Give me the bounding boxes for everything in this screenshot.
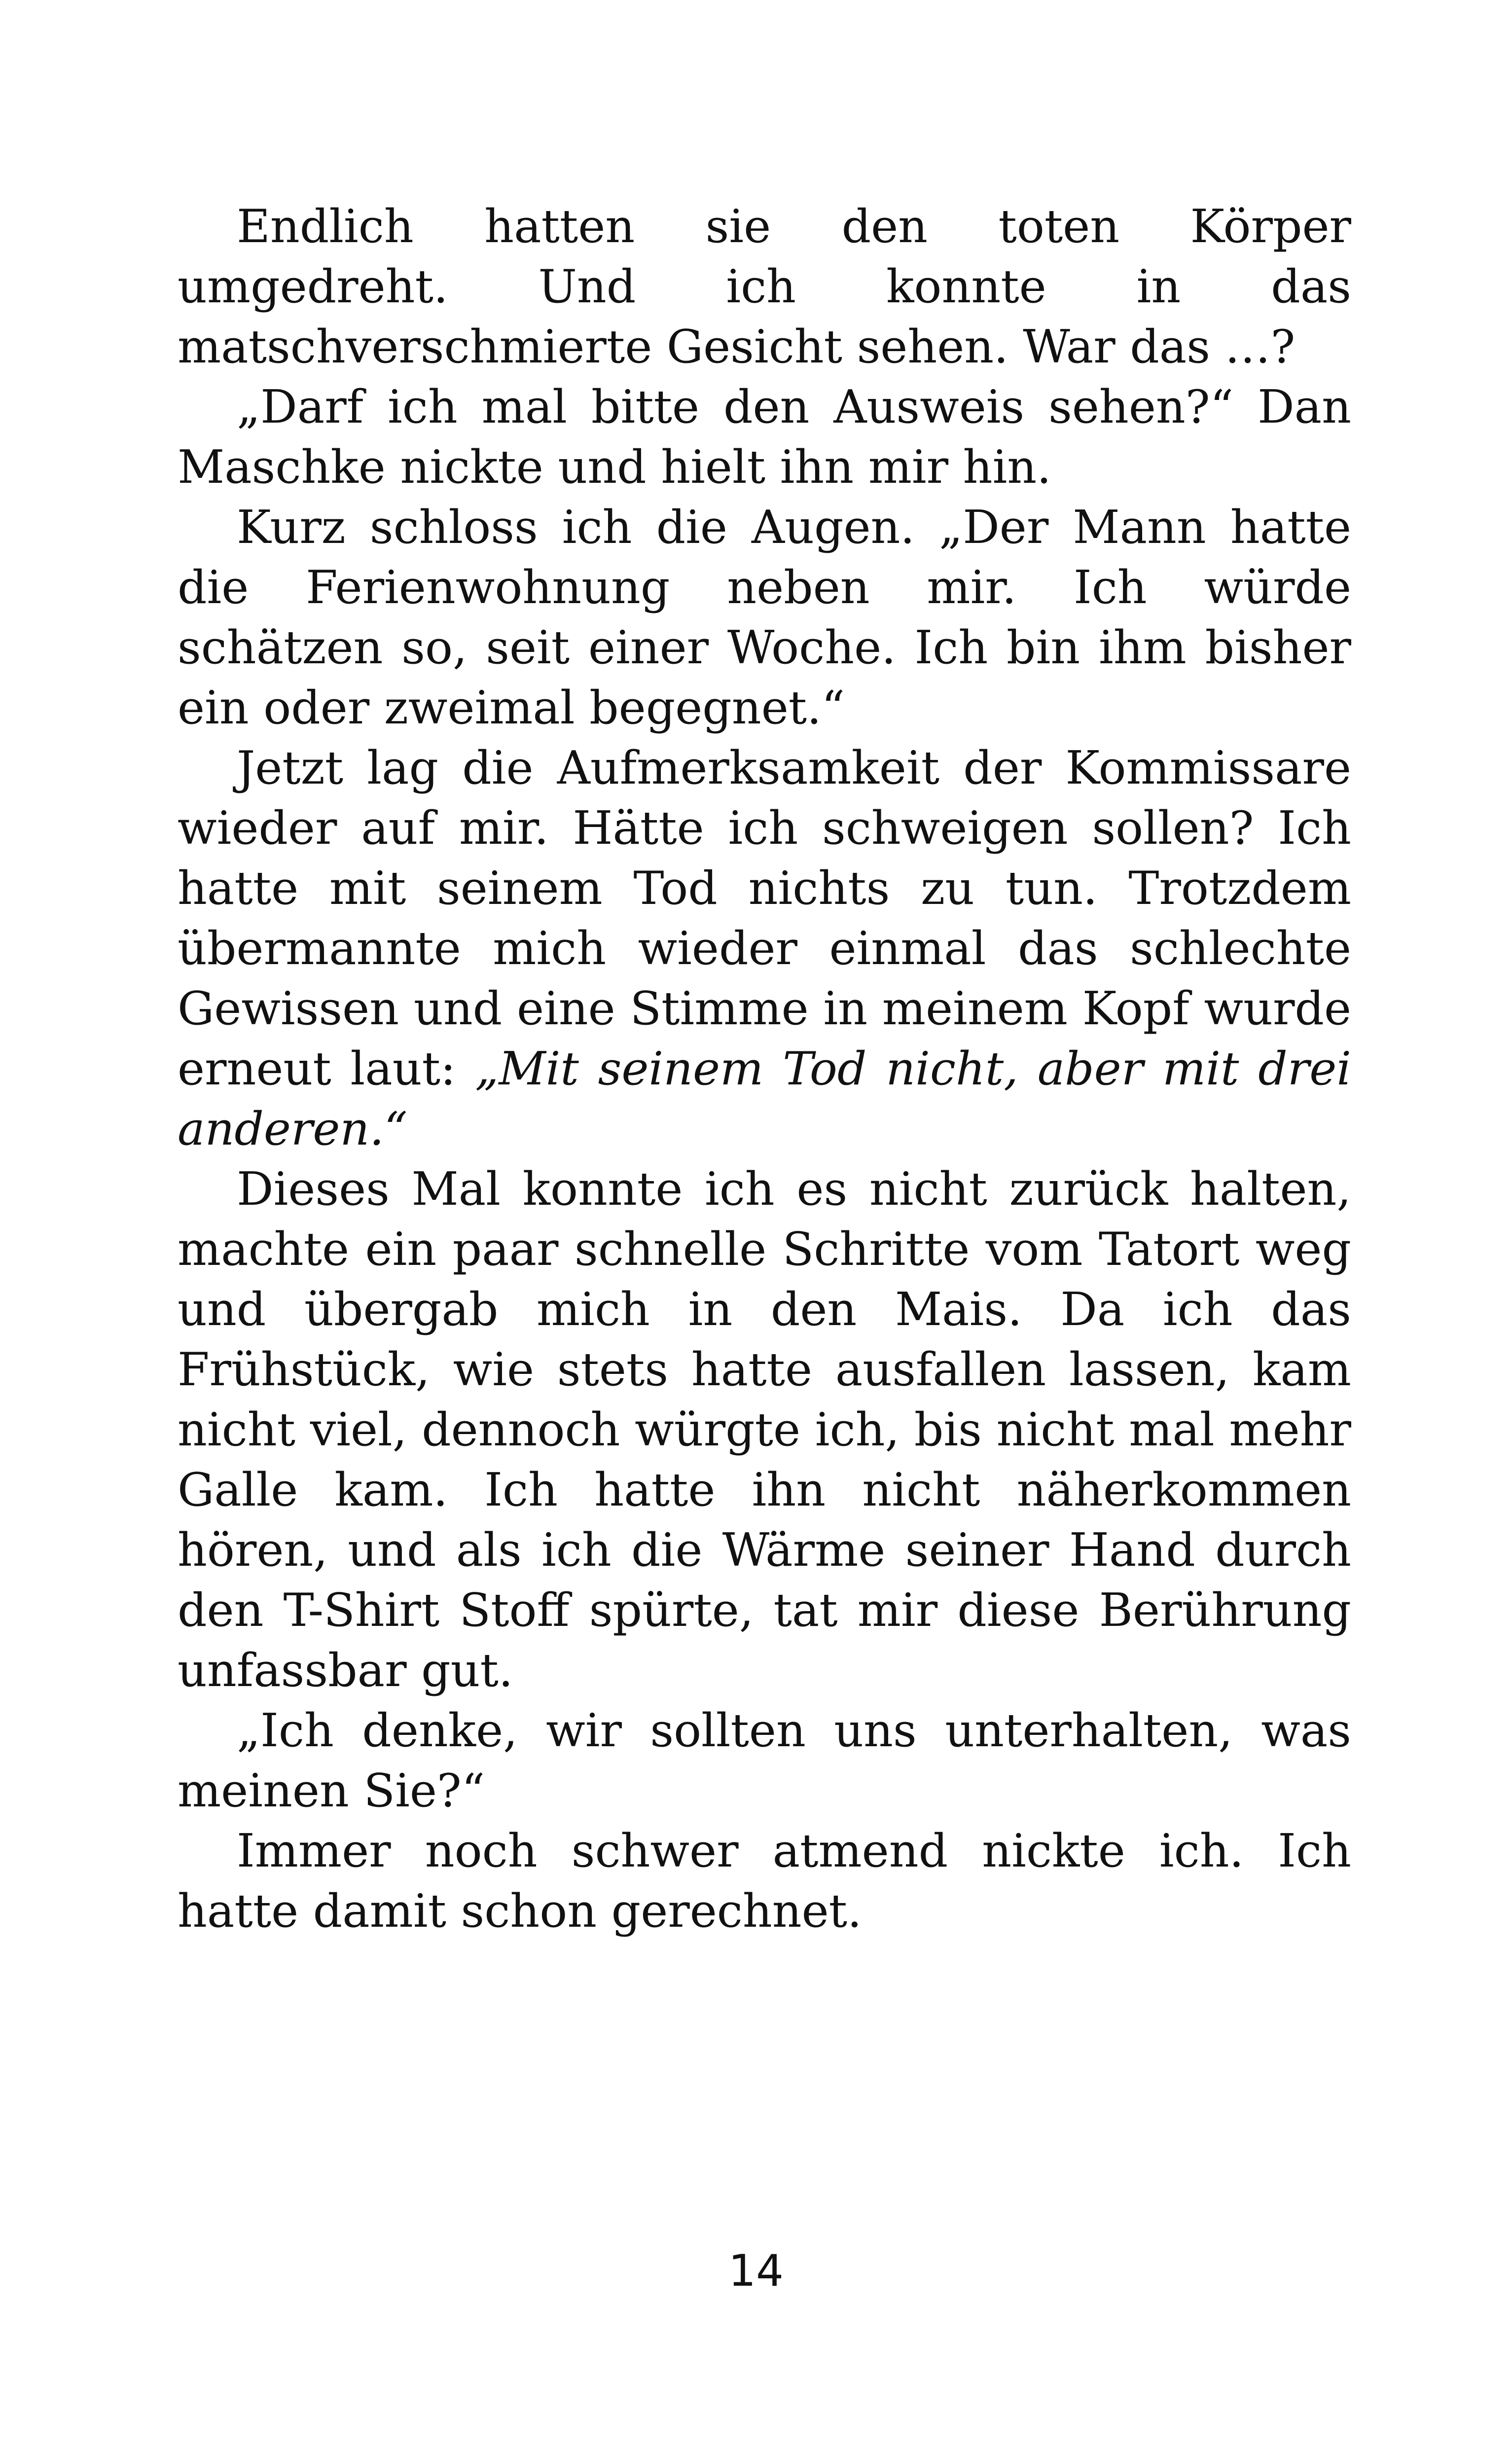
paragraph-2: „Darf ich mal bitte den Ausweis sehen?“ Dan Maschke nickte und hielt ihn mir hin. [178, 380, 1351, 494]
paragraph-4 [178, 738, 1351, 1159]
paragraph-4-text: Jetzt lag die Aufmerksamkeit der Kommissare wieder auf mir. Hätte ich schweigen sollen? Ich hatte mit seinem Tod nichts zu tun. Trotzdem übermannte mich wieder einmal das schlechte Gewissen und eine Stimme in meinem Kopf wurde erneut laut: [178, 741, 1351, 1095]
paragraph-1: Endlich hatten sie den toten Körper umgedreht. Und ich konnte in das matschverschmierte Gesicht sehen. War das …? [178, 200, 1351, 373]
page-number: 14 [728, 2245, 784, 2296]
paragraph-3: Kurz schloss ich die Augen. „Der Mann hatte die Ferienwohnung neben mir. Ich würde schätzen so, seit einer Woche. Ich bin ihm bisher ein oder zweimal begegnet.“ [178, 501, 1351, 734]
paragraph-4-italic-quote: „Mit seinem Tod nicht, aber mit drei anderen.“ [178, 1042, 1351, 1155]
paragraph-7: Immer noch schwer atmend nickte ich. Ich hatte damit schon gerechnet. [178, 1824, 1351, 1938]
body-text [178, 196, 1351, 1941]
paragraph-6: „Ich denke, wir sollten uns unterhalten, was meinen Sie?“ [178, 1704, 1351, 1817]
paragraph-5: Dieses Mal konnte ich es nicht zurück halten, machte ein paar schnelle Schritte vom Tatort weg und übergab mich in den Mais. Da ich das Frühstück, wie stets hatte ausfallen lassen, kam nicht viel, dennoch würgte ich, bis nicht mal mehr Galle kam. Ich hatte ihn nicht näherkommen hören, und als ich die Wärme seiner Hand durch den T-Shirt Stoff spürte, tat mir diese Berührung unfassbar gut. [178, 1162, 1351, 1697]
